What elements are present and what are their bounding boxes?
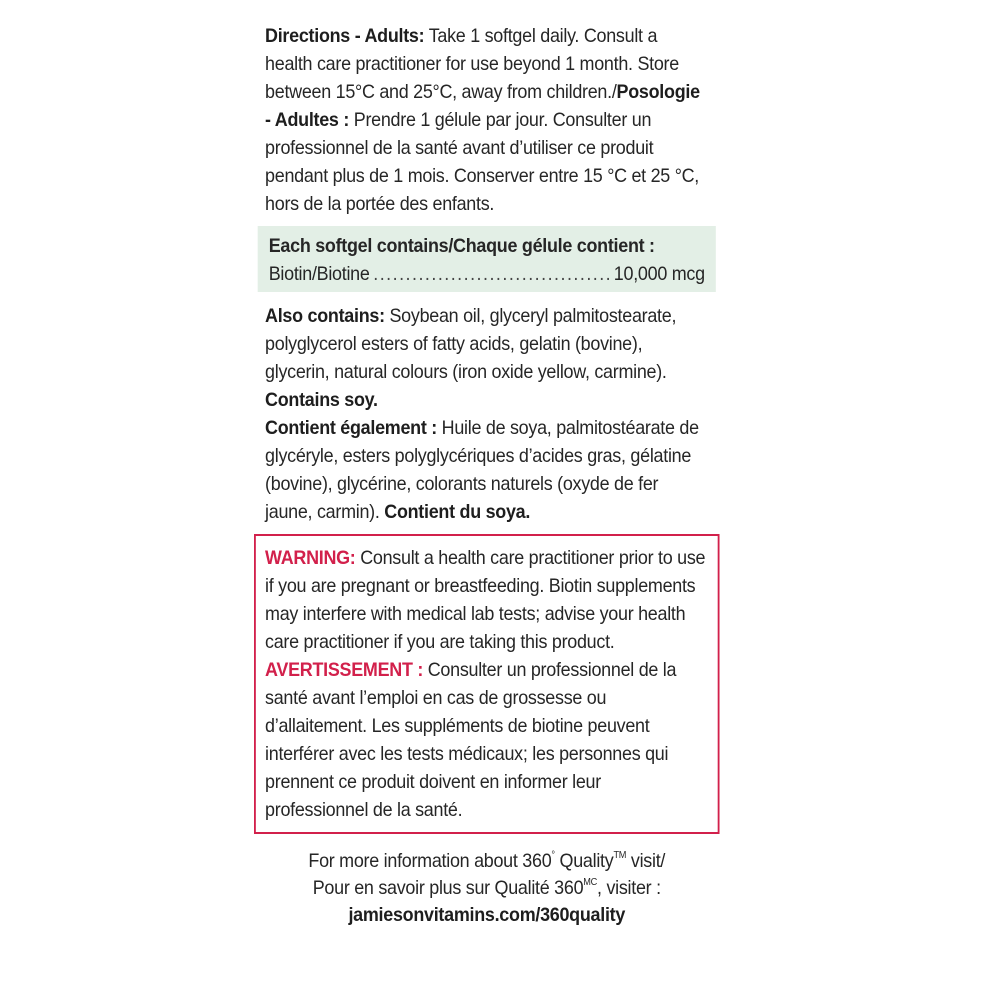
- dot-leader: [373, 260, 610, 288]
- directions-section: [254, 22, 720, 218]
- warning-fr: [265, 656, 708, 824]
- directions-text: [265, 22, 708, 218]
- warning-label-fr: AVERTISSEMENT :: [265, 659, 424, 681]
- directions-label-fr: Posologie - Adultes :: [265, 81, 700, 131]
- non-medicinal-section: [254, 302, 720, 526]
- website-url: [254, 902, 720, 929]
- footer-fr-post: , visiter :: [597, 877, 661, 899]
- product-label: [254, 22, 720, 929]
- allergen-fr: Contient du soya.: [384, 501, 531, 523]
- trademark-mark: TM: [613, 850, 627, 861]
- also-contains-en: [265, 302, 708, 414]
- warning-label-en: WARNING:: [265, 547, 356, 569]
- footer-line-fr: [254, 875, 720, 902]
- also-contains-text-fr: Huile de soya, palmitostéarate de glycéryle, esters polyglycériques d’acides gras, gélatine (bovine), glycérine, colorants naturels (oxyde de fer jaune, carmin).: [265, 417, 699, 523]
- ingredient-amount: 10,000 mcg: [613, 263, 705, 285]
- warning-en: [265, 544, 708, 656]
- footer-en-post: visit/: [626, 850, 666, 872]
- directions-text-fr: Prendre 1 gélule par jour. Consulter un professionnel de la santé avant d’utiliser ce produit pendant plus de 1 mois. Conserver entre 15 °C et 25 °C, hors de la portée des enfants.: [265, 109, 700, 215]
- also-contains-label-fr: Contient également :: [265, 417, 437, 439]
- quality-footer: [254, 848, 720, 929]
- ingredient-row: [269, 260, 705, 288]
- footer-en-quality: Quality: [554, 850, 614, 872]
- warning-text-fr: Consulter un professionnel de la santé avant l’emploi en cas de grossesse ou d’allaitement. Les suppléments de biotine peuvent interférer avec les tests médicaux; les personnes qui prennent ce produit doivent en informer leur professionnel de la santé.: [265, 659, 677, 821]
- medicinal-ingredients-header: Each softgel contains/Chaque gélule contient :: [268, 235, 655, 257]
- ingredient-name: Biotin/Biotine: [268, 263, 370, 285]
- also-contains-label-en: Also contains:: [265, 305, 385, 327]
- allergen-en: Contains soy.: [265, 389, 378, 411]
- directions-label-en: Directions - Adults:: [265, 25, 425, 47]
- also-contains-text-en: Soybean oil, glyceryl palmitostearate, polyglycerol esters of fatty acids, gelatin (bovine), glycerin, natural colours (iron oxide yellow, carmine).: [265, 305, 677, 383]
- footer-en-pre: For more information about 360: [308, 850, 552, 872]
- marque-de-commerce-mark: MC: [583, 877, 598, 888]
- footer-fr-pre: Pour en savoir plus sur Qualité 360: [312, 877, 584, 899]
- footer-line-en: [254, 848, 720, 875]
- directions-text-en: Take 1 softgel daily. Consult a health care practitioner for use beyond 1 month. Store between 15°C and 25°C, away from children./: [265, 25, 679, 103]
- also-contains-fr: [265, 414, 708, 526]
- medicinal-ingredients-panel: [258, 226, 716, 292]
- warning-text-en: Consult a health care practitioner prior to use if you are pregnant or breastfeeding. Biotin supplements may interfere with medical lab tests; advise your health care practitioner if you are taking this product.: [265, 547, 706, 653]
- website-url-text: jamiesonvitamins.com/360quality: [348, 904, 626, 926]
- footer-degree: °: [551, 850, 555, 861]
- warning-box: [254, 534, 720, 834]
